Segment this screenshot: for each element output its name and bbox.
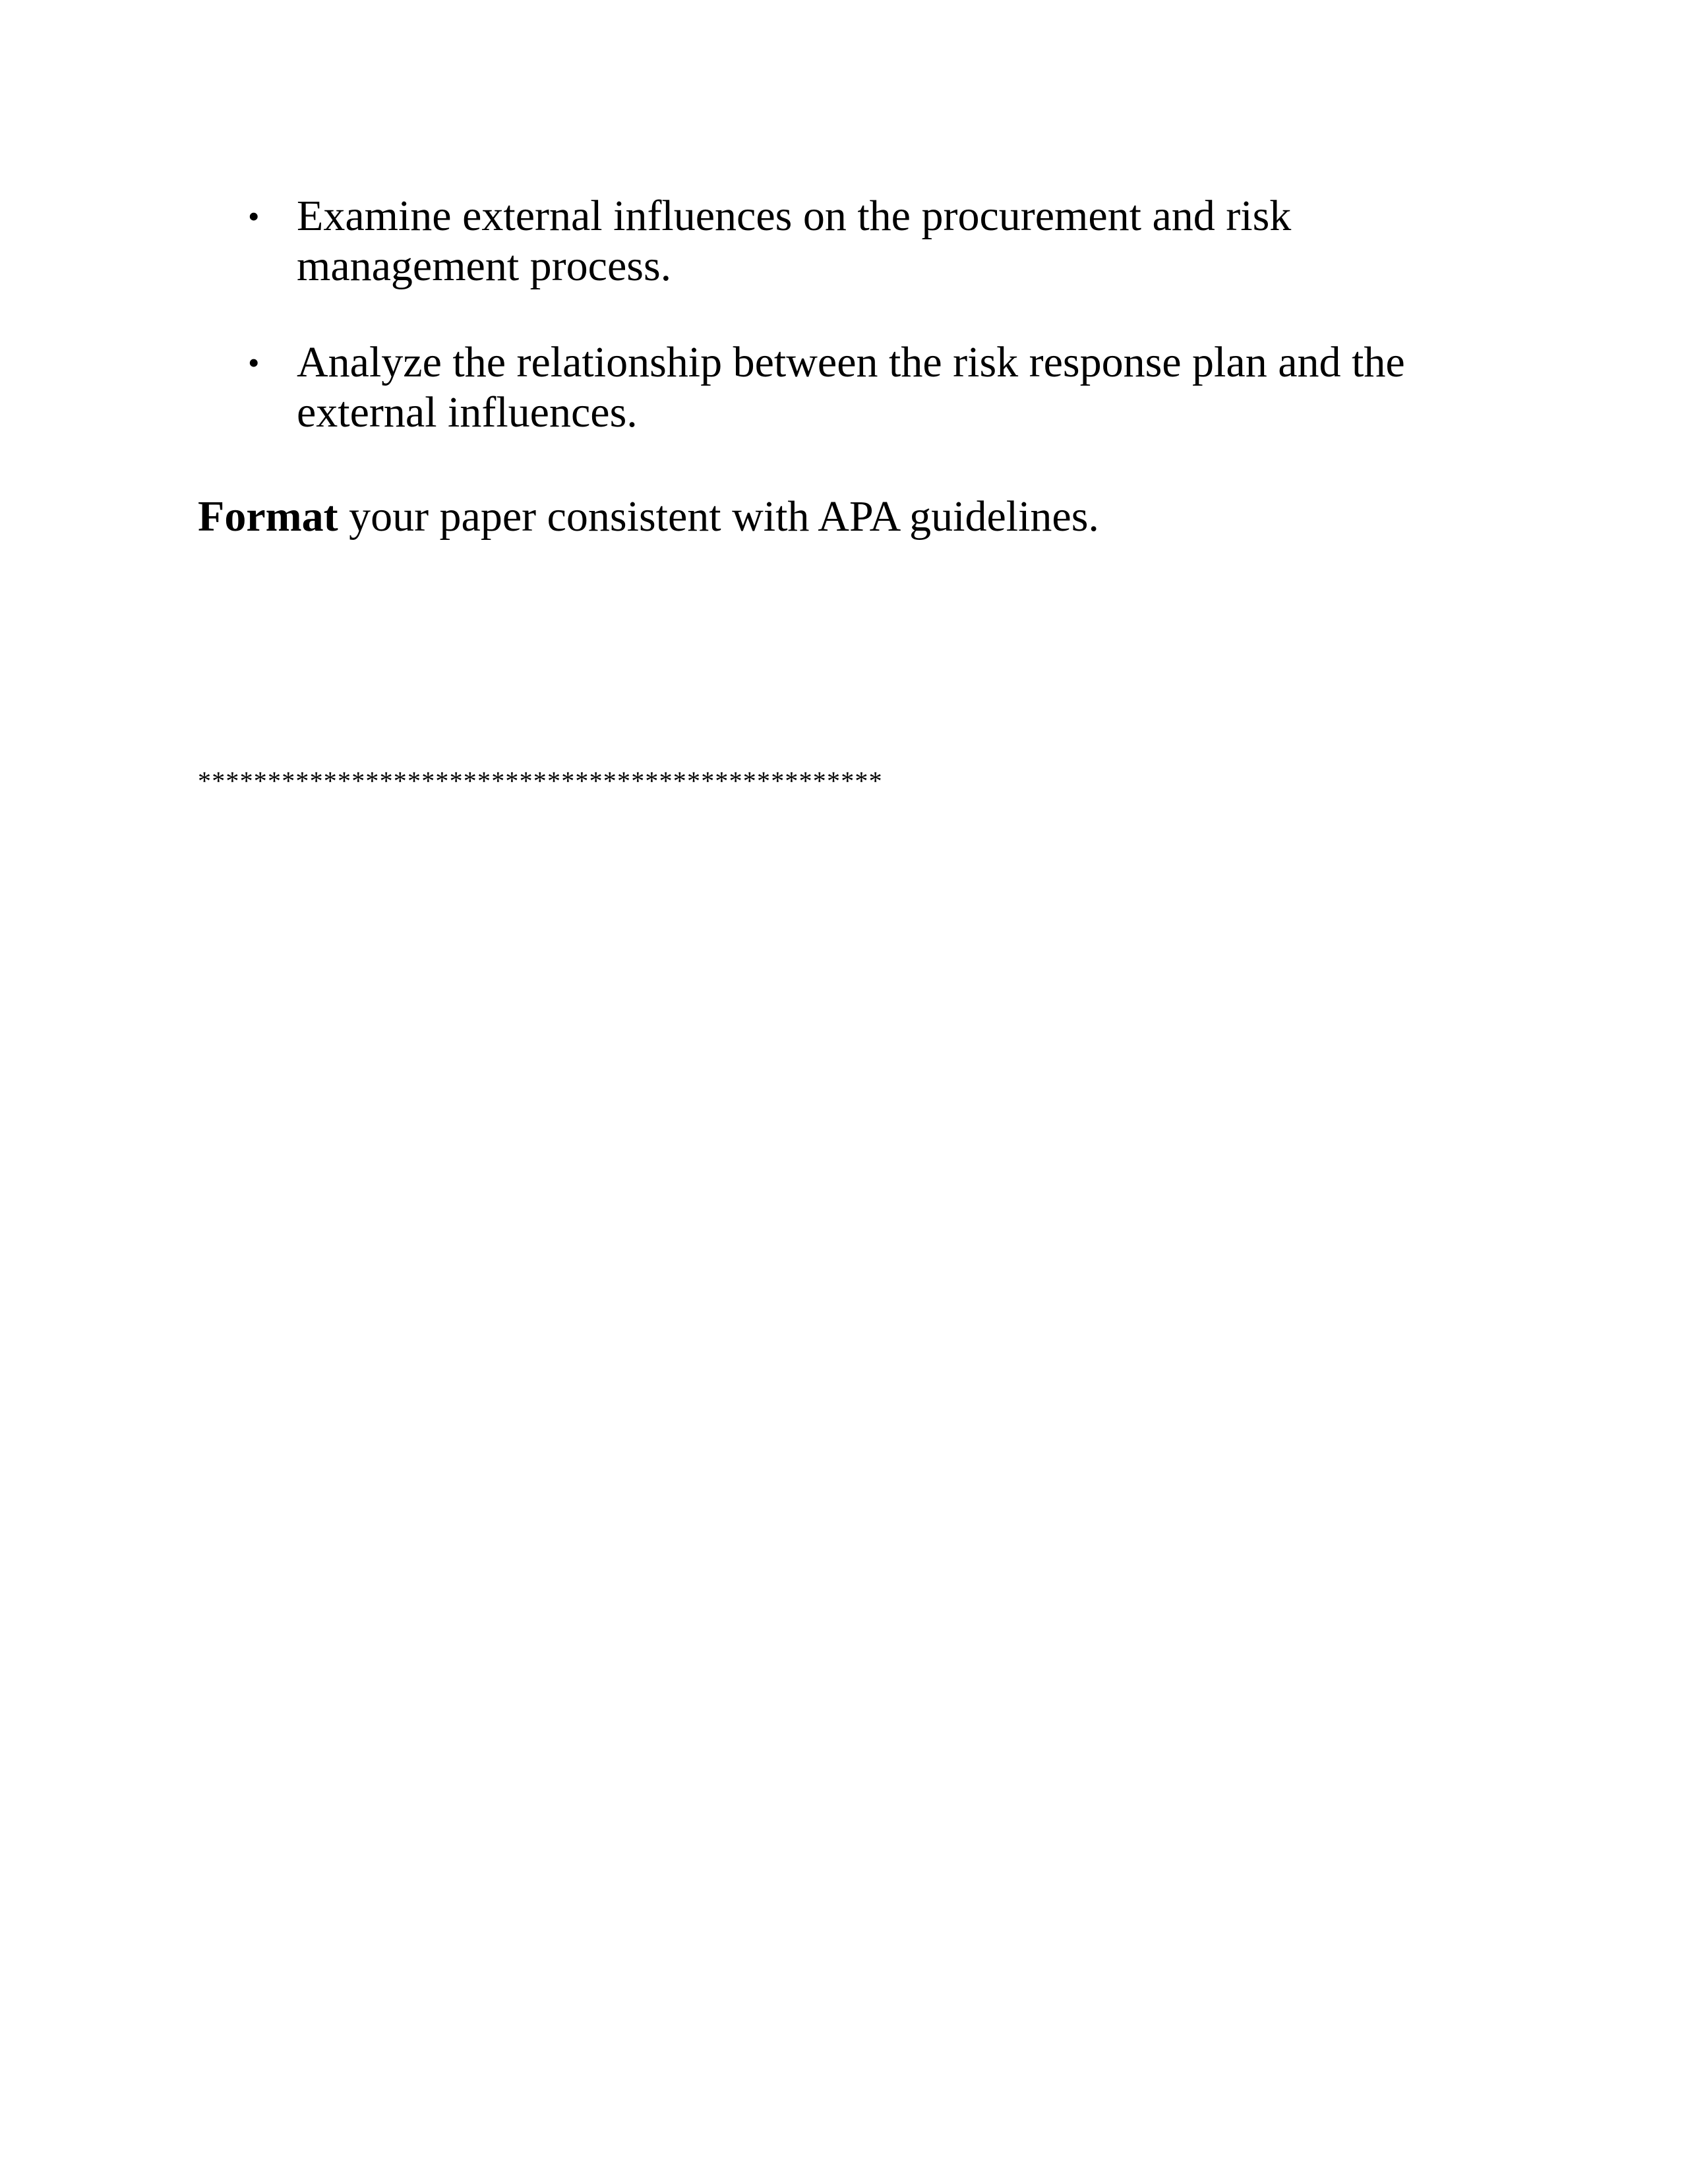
- bullet-marker: •: [248, 198, 260, 235]
- list-item-text: Analyze the relationship between the risk response plan and the external influences.: [297, 338, 1405, 436]
- asterisk-separator: *************************************************: [198, 766, 883, 796]
- bullet-marker: •: [248, 344, 260, 381]
- format-instruction: [198, 492, 1099, 542]
- format-bold-word: Format: [198, 492, 338, 541]
- list-item-text: Examine external influences on the procurement and risk management process.: [297, 192, 1292, 290]
- list-item: [198, 191, 1490, 291]
- format-instruction-text: your paper consistent with APA guidelines.: [338, 492, 1099, 541]
- list-item: [198, 338, 1490, 438]
- bullet-list: [198, 191, 1490, 484]
